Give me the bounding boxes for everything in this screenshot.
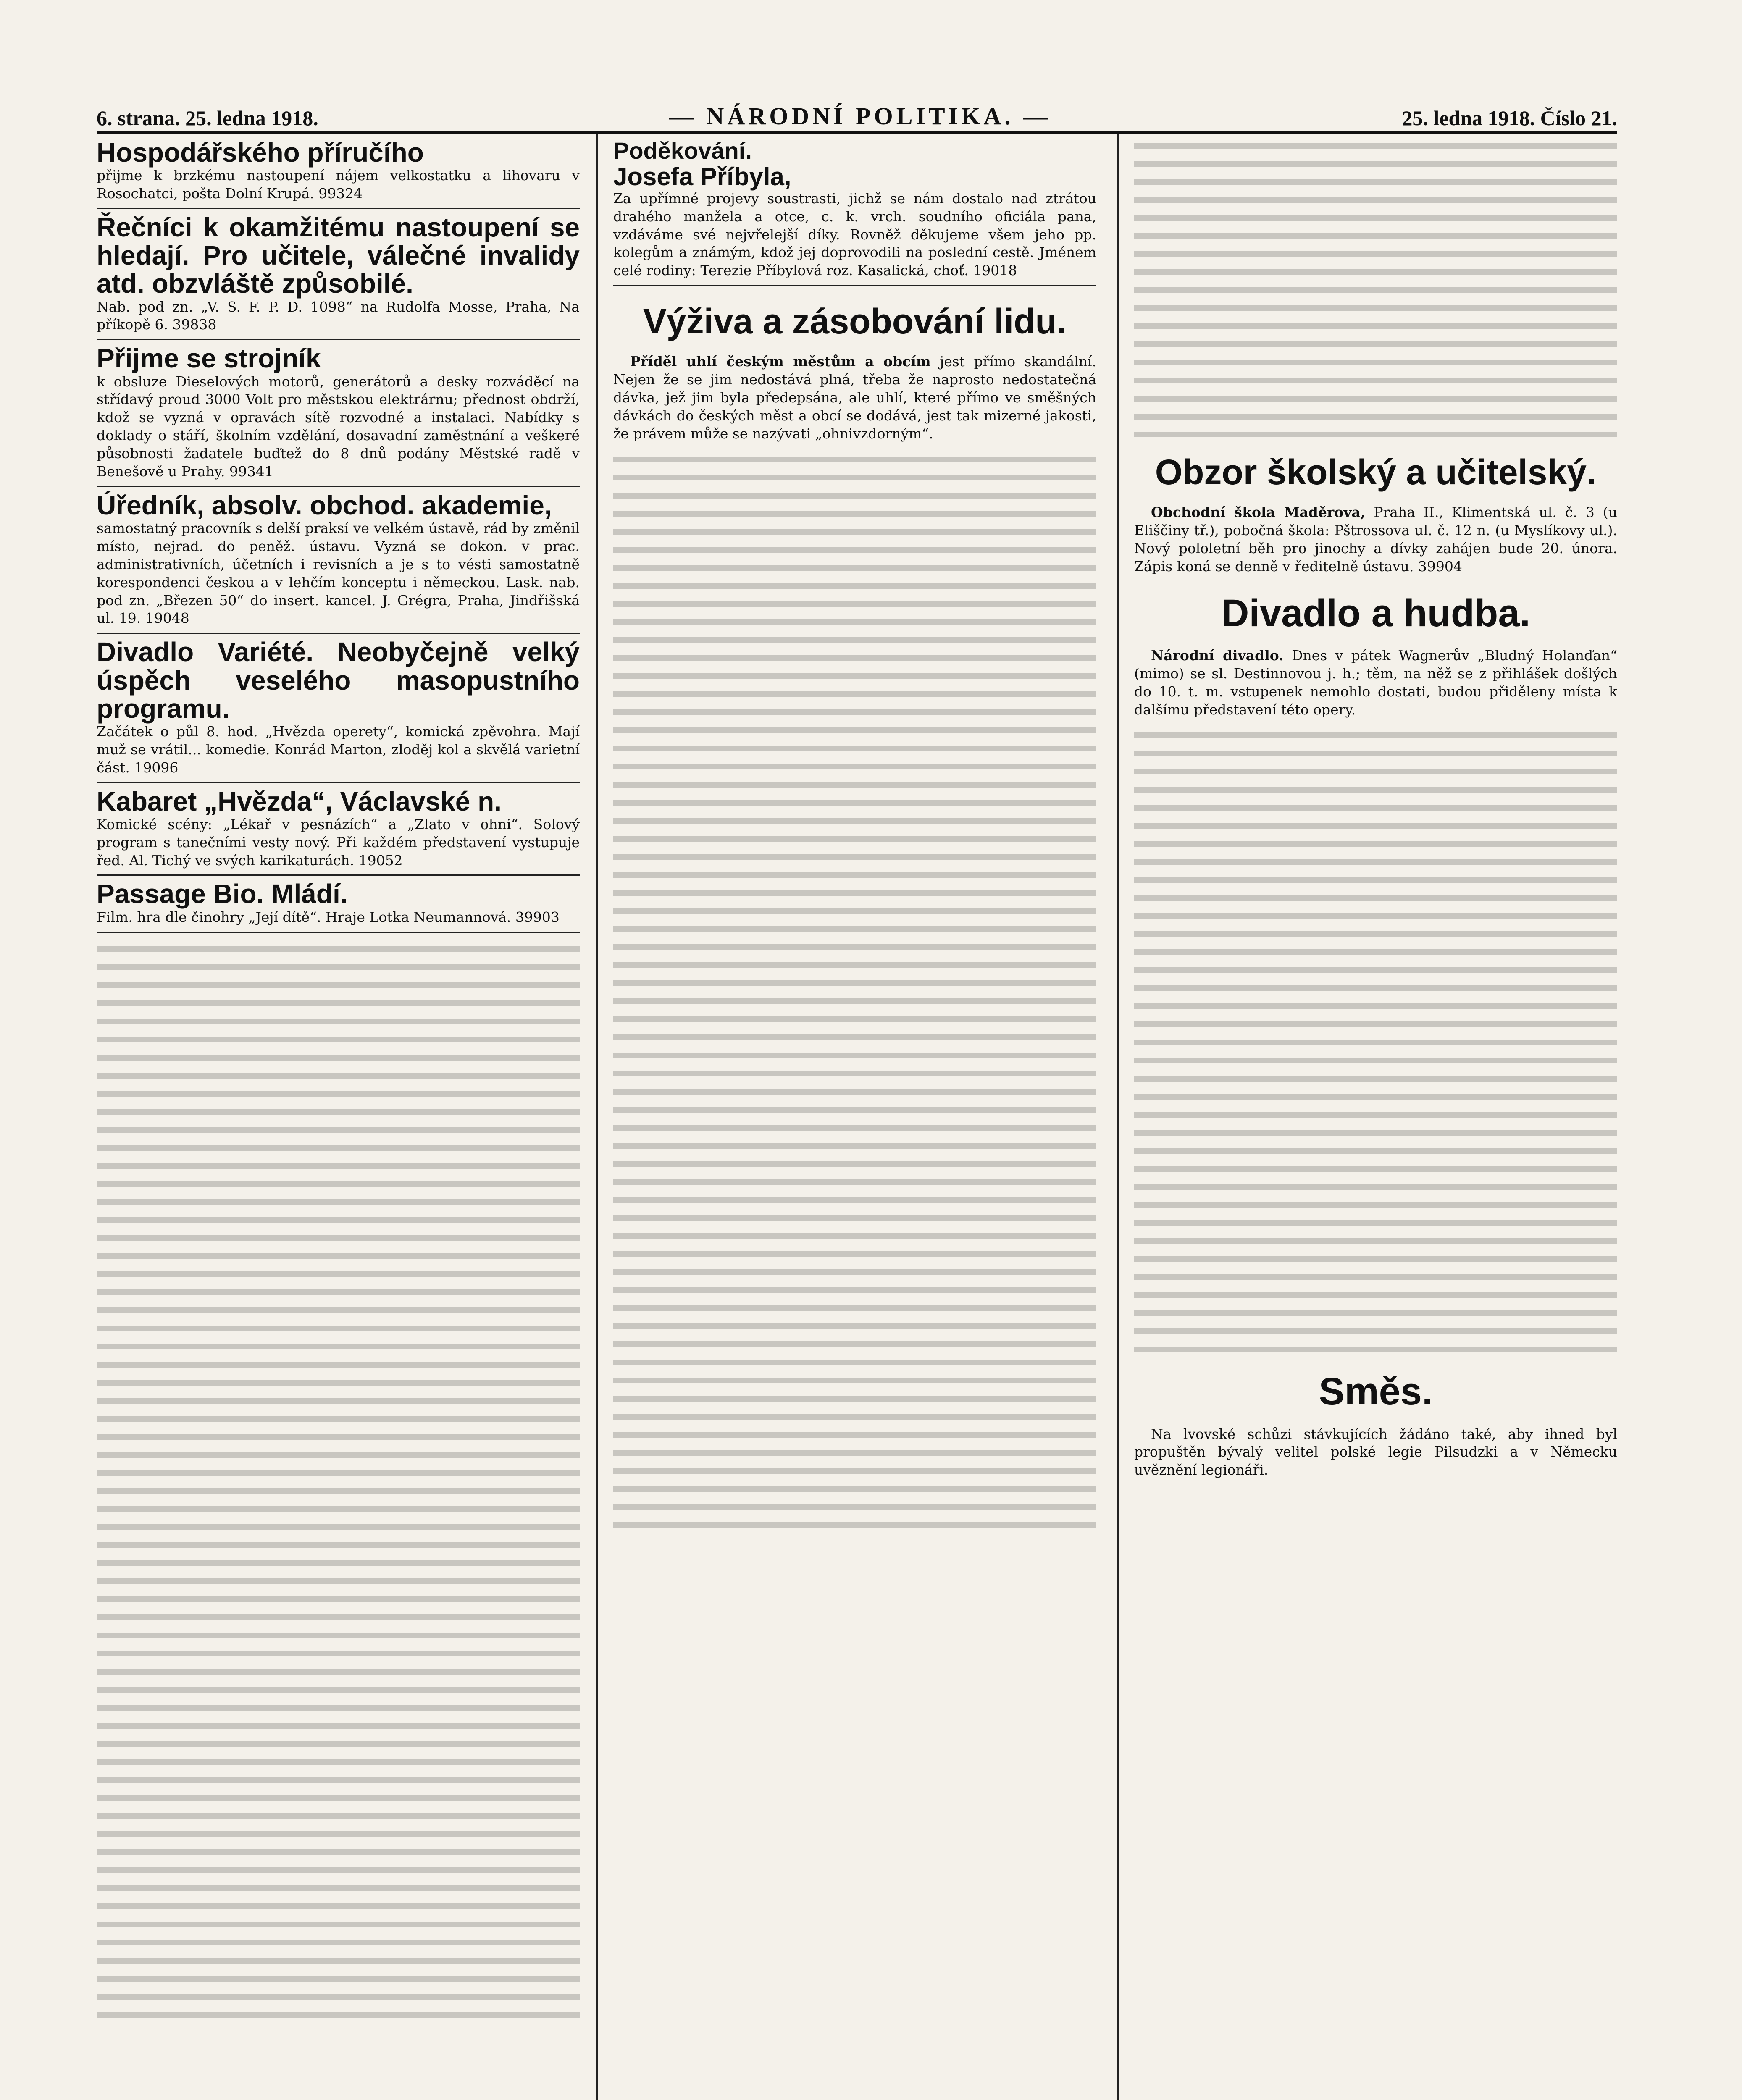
classified-ad [97,209,580,340]
section-title-misc: Směs. [1319,1370,1433,1413]
column-divider [1117,134,1119,2100]
untranscribed-text-block [97,938,580,2030]
ad-title: Přijme se strojník [97,343,321,374]
notice-name: Josefa Příbyla, [613,162,791,191]
section-title-school: Obzor školský a učitelský. [1155,452,1597,492]
notice-text: Za upřímné projevy soustrasti, jichž se nám dostalo nad ztrátou drahého manžela a otce, c. k. vrch. soudního oficiála pana, vzdáváme své nejvřelejší díky. Rovněž děkujeme všem jeho pp. kolegům a známým, kdož jej doprovodili na poslední cestě. Jménem celé rodiny: Terezie Příbylová roz. Kasalická, choť. 19018 [613,190,1096,279]
article-lead: Příděl uhlí českým městům a obcím [630,353,931,370]
section-title-theatre: Divadlo a hudba. [1221,591,1531,635]
header-issue: 25. ledna 1918. Číslo 21. [1402,106,1617,130]
column-divider [596,134,598,2100]
header-page-date: 6. strana. 25. ledna 1918. [97,106,318,130]
notice-title: Poděkování. [613,137,752,164]
ad-text: samostatný pracovník s delší praksí ve velkém ústavě, rád by změnil místo, nejrad. do peněž. ústavu. Vyzná se dokon. v prac. administrativních, účetních i revisních a je s to vésti samostatně korespondenci českou a v lehčím konceptu i německou. Lask. nab. pod zn. „Březen 50“ do insert. kancel. J. Grégra, Praha, Jindřišská ul. 19. 19048 [97,520,580,627]
ad-title: Úředník, absolv. obchod. akademie, [97,490,552,520]
article-text: jest přímo skandální. Nejen že se jim nedostává plná, třeba že naprosto nedostatečná dávka, jež jim byla předepsána, ale uhlí, které přímo ve směšných dávkách do českých měst a obcí se dodává, jest tak mizerné jakosti, že právem může se nazývati „ohnivzdorným“. [613,353,1096,442]
classified-ad [97,876,580,932]
article-lead: Národní divadlo. [1151,647,1284,664]
column-culture [1134,134,1617,2100]
untranscribed-text-block [1134,134,1617,437]
column-ads [97,134,580,2100]
ad-text: přijme k brzkému nastoupení nájem velkostatku a lihovaru v Rosochatci, pošta Dolní Krupá. 99324 [97,167,580,202]
section-title-supply: Výživa a zásobování lidu. [643,302,1067,341]
classified-ad [97,783,580,876]
ad-text: Film. hra dle činohry „Její dítě“. Hraje Lotka Neumannová. 39903 [97,908,560,925]
untranscribed-text-block [613,448,1096,1540]
ad-title: Passage Bio. Mládí. [97,879,348,909]
obituary-thanks [613,134,1096,286]
classified-ad [97,340,580,487]
ad-title: Kabaret „Hvězda“, Václavské n. [97,786,502,816]
ad-title: Divadlo Variété. Neobyčejně velký úspěch veselého masopustního programu. [97,637,580,724]
article-paragraph [1134,504,1617,576]
classified-ad [97,634,580,783]
untranscribed-text-block [1134,724,1617,1354]
ad-text: Nab. pod zn. „V. S. F. P. D. 1098“ na Rudolfa Mosse, Praha, Na příkopě 6. 39838 [97,298,580,333]
column-supply [613,134,1096,2100]
article-text: Praha II., Klimentská ul. č. 3 (u Eliščiny tř.), pobočná škola: Pštrossova ul. č. 12 n. (u Myslíkovy ul.). Nový pololetní běh pro jinochy a dívky zahájen bude 20. února. Zápis koná se denně v ředitelně ústavu. 39904 [1134,504,1617,575]
classified-ad [97,487,580,634]
article-text: Dnes v pátek Wagnerův „Bludný Holanďan“ (mimo) se sl. Destinnovou j. h.; těm, na něž se z přihlášek došlých do 10. t. m. vstupenek nemohlo dostati, budou přiděleny místa k dalšímu představení této opery. [1134,647,1617,718]
ad-text: Začátek o půl 8. hod. „Hvězda operety“, komická zpěvohra. Mají muž se vrátil... komedie. Konrád Marton, zloděj kol a skvělá varietní část. 19096 [97,723,580,776]
article-paragraph [613,353,1096,443]
article-paragraph [1134,647,1617,719]
masthead-title: — NÁRODNÍ POLITIKA. — [669,102,1051,130]
ad-title: Hospodářského příručího [97,137,424,168]
ad-text: k obsluze Dieselových motorů, generátorů a desky rozváděcí na střídavý proud 3000 Volt pro městskou elektrárnu; přednost obdrží, kdož se vyzná v opravách sítě rozvodné a instalaci. Nabídky s doklady o stáří, školním vzdělání, dosavadní zaměstnání a veškeré působnosti žadatele buďtež do 8 dnů podány Městské radě v Benešově u Prahy. 99341 [97,373,580,480]
header-rule [97,131,1617,134]
article-paragraph: Na lvovské schůzi stávkujících žádáno také, aby ihned byl propuštěn bývalý velitel polské legie Pilsudzki a v Německu uvěznění legionáři. [1134,1425,1617,1478]
ad-title: Řečníci k okamžitému nastoupení se hledají. Pro učitele, válečné invalidy atd. obzvláště způsobilé. [97,212,580,299]
ad-text: Komické scény: „Lékař v pesnázích“ a „Zlato v ohni“. Solový program s tanečními vesty nový. Při každém představení vystupuje řed. Al. Tichý ve svých karikaturách. 19052 [97,816,580,869]
article-lead: Obchodní škola Maděrova, [1151,504,1366,521]
page-header [97,97,1617,130]
classified-ad [97,134,580,209]
